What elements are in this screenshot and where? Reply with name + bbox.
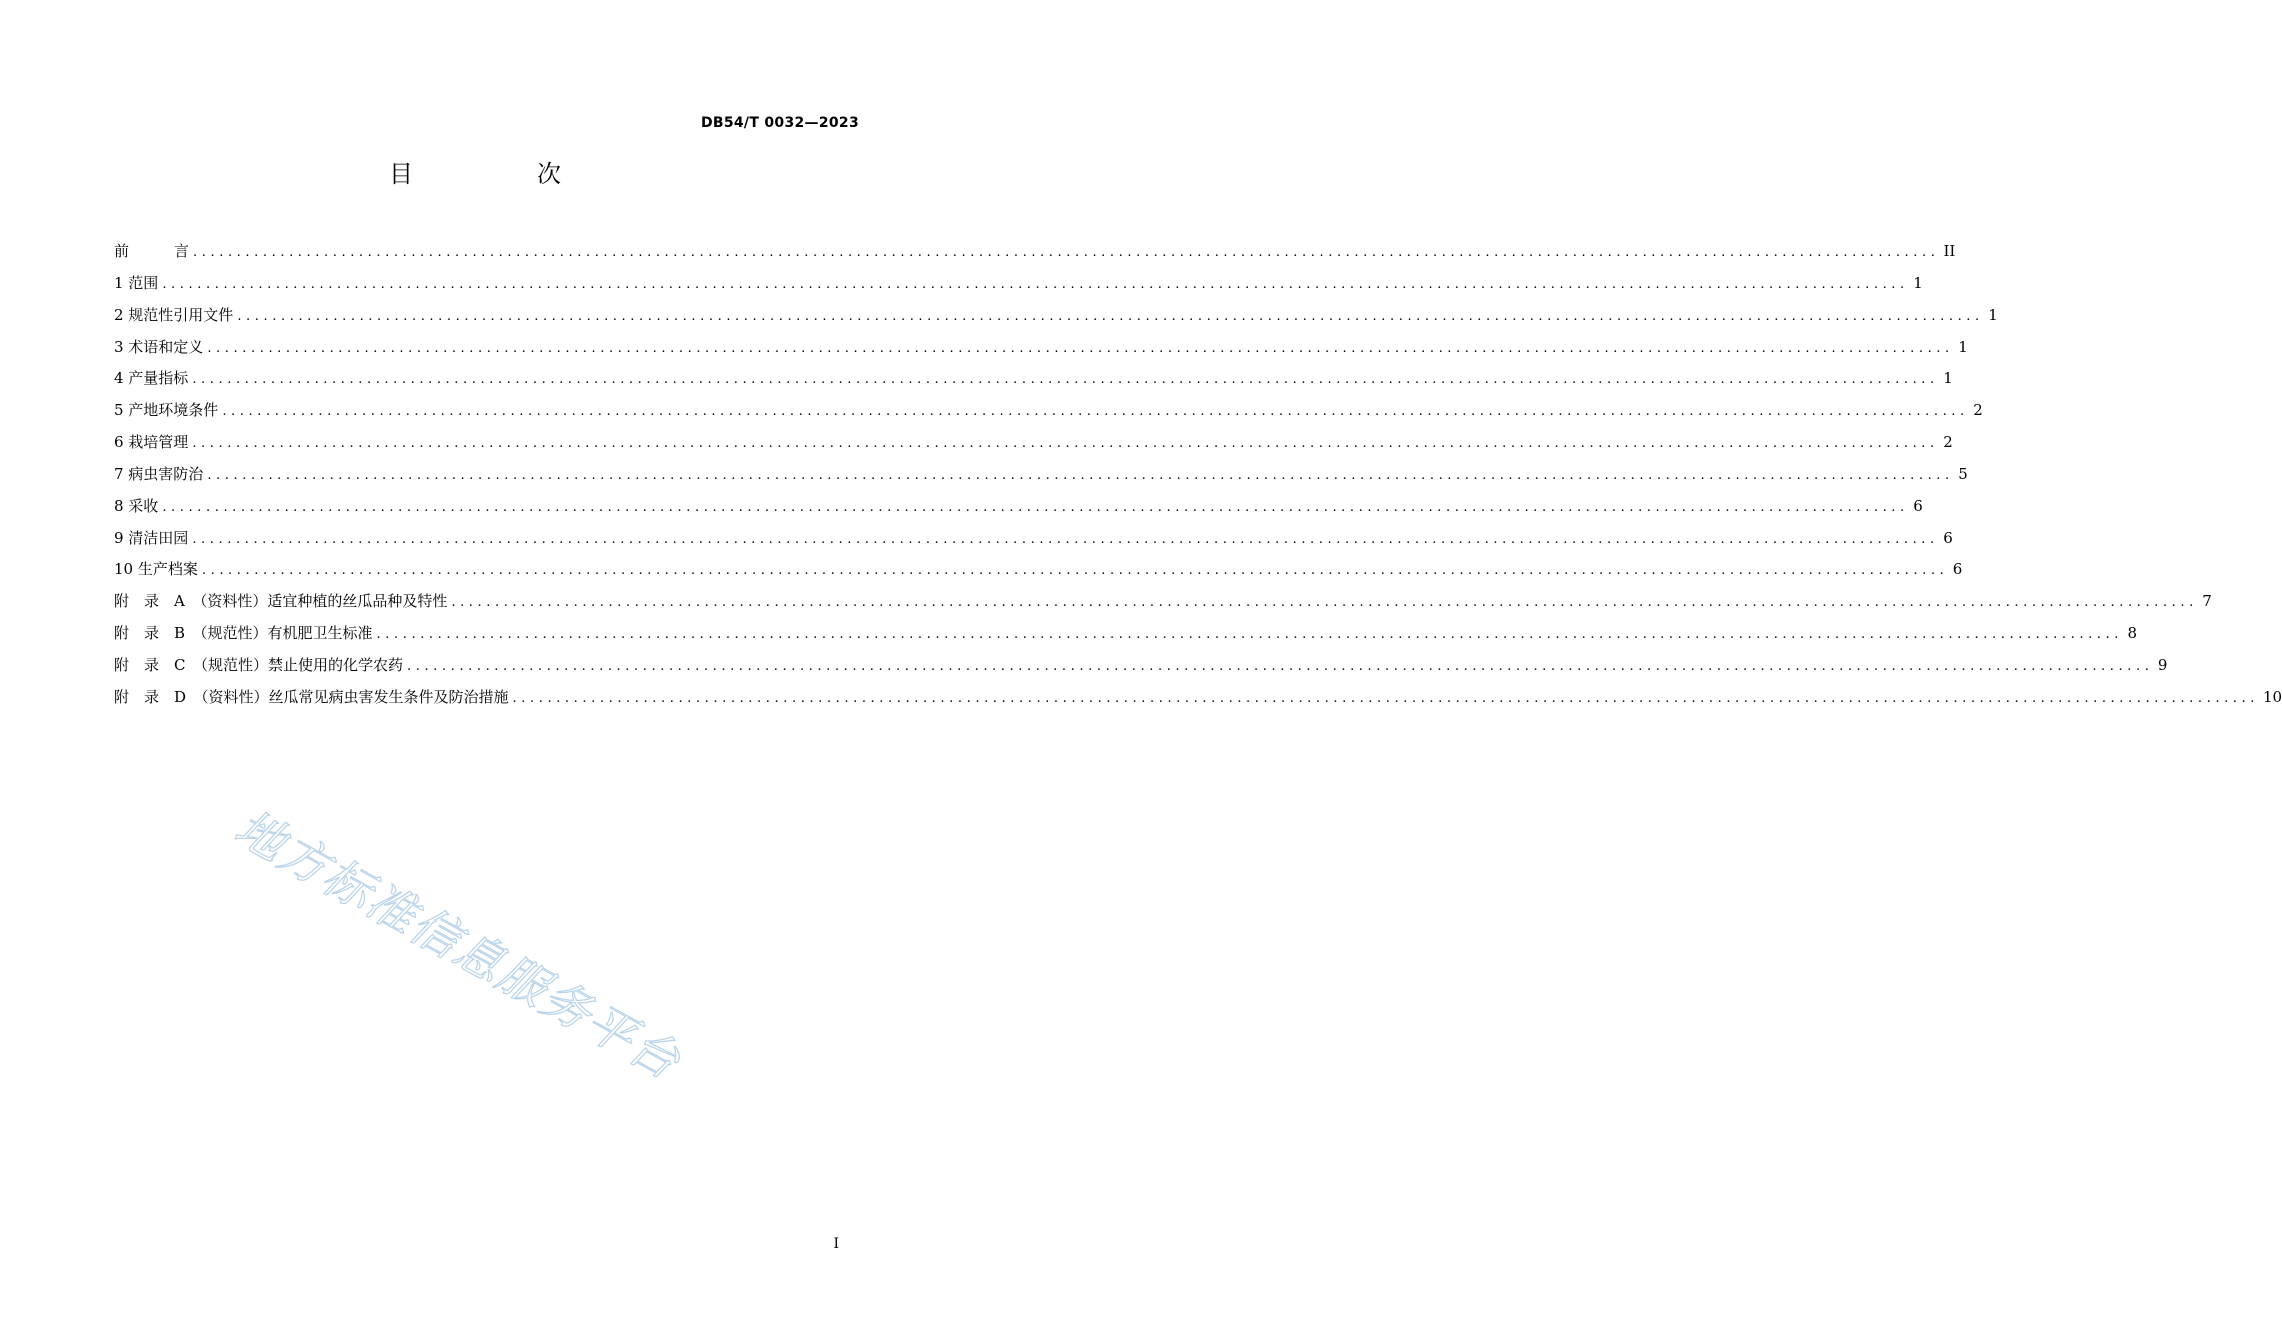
toc-entry-page: 9 [2157,655,2168,674]
toc-entry-label: 8 采收 [114,496,159,515]
toc-leader-dots: ........................................................................................................................................................................................................ [406,658,2154,674]
toc-entry-page: 1 [1913,273,1923,292]
toc-entry-label: 附 录 D （资料性）丝瓜常见病虫害发生条件及防治措施 [114,687,509,706]
toc-leader-dots: ........................................................................................................................................................................................................ [192,531,1939,547]
toc-entry-label: 附 录 A （资料性）适宜种植的丝瓜品种及特性 [114,592,448,611]
toc-entry-label: 6 栽培管理 [114,433,189,452]
toc-leader-dots: ........................................................................................................................................................................................................ [192,436,1939,452]
toc-leader-dots: ........................................................................................................................................................................................................ [162,276,1909,292]
toc-entry-label: 附 录 C （规范性）禁止使用的化学农药 [114,655,403,674]
toc-entry-page: 8 [2127,624,2137,643]
toc-leader-dots: ........................................................................................................................................................................................................ [237,308,1984,324]
toc-leader-dots: ........................................................................................................................................................................................................ [222,404,1969,420]
toc-entry-page: 2 [1943,433,1953,452]
toc-entry-label: 7 病虫害防治 [114,464,204,483]
toc-entry-label: 前 言 [114,242,190,260]
toc-entry-page: 1 [1943,369,1953,388]
toc-leader-dots: ........................................................................................................................................................................................................ [207,467,1954,483]
toc-entry-page: 10 [2263,687,2282,706]
toc-entry-label: 4 产量指标 [114,369,189,388]
toc-entry-page: 5 [1958,464,1968,483]
toc-entry-page: 1 [1988,305,1998,324]
toc-entry-label: 5 产地环境条件 [114,401,219,420]
toc-entry-page: 6 [1952,560,1963,579]
toc-entry-page: 6 [1943,528,1953,547]
toc-entry-page: 7 [2202,592,2212,611]
toc-entry-page: 6 [1913,496,1923,515]
toc-leader-dots: ........................................................................................................................................................................................................ [451,595,2198,611]
page-title: 目 次 [389,160,611,188]
toc-entry-page: 1 [1958,337,1968,356]
toc-entry-label: 3 术语和定义 [114,337,204,356]
toc-leader-dots: ........................................................................................................................................................................................................ [201,563,1949,579]
toc-entry-label: 1 范围 [114,273,159,292]
toc-leader-dots: ........................................................................................................................................................................................................ [162,499,1909,515]
toc-leader-dots: ........................................................................................................................................................................................................ [376,627,2123,643]
toc-entry-label: 附 录 B （规范性）有机肥卫生标准 [114,624,373,643]
watermark-layer [0,0,950,1344]
watermark-text: 地方标准信息服务平台 [225,799,690,1092]
toc-leader-dots: ........................................................................................................................................................................................................ [512,690,2259,706]
toc-entry-label: 9 清洁田园 [114,528,189,547]
toc-leader-dots: ........................................................................................................................................................................................................ [207,340,1954,356]
toc-entry-label: 2 规范性引用文件 [114,305,234,324]
toc-entry-page: 2 [1973,401,1983,420]
page-number: I [833,1236,839,1252]
document-code: DB54/T 0032—2023 [700,115,859,131]
toc-leader-dots: ........................................................................................................................................................................................................ [192,372,1939,388]
toc-leader-dots: ........................................................................................................................................................................................................ [193,245,1940,260]
toc-entry-label: 10 生产档案 [114,560,198,579]
toc-entry-page: II [1943,242,1956,260]
